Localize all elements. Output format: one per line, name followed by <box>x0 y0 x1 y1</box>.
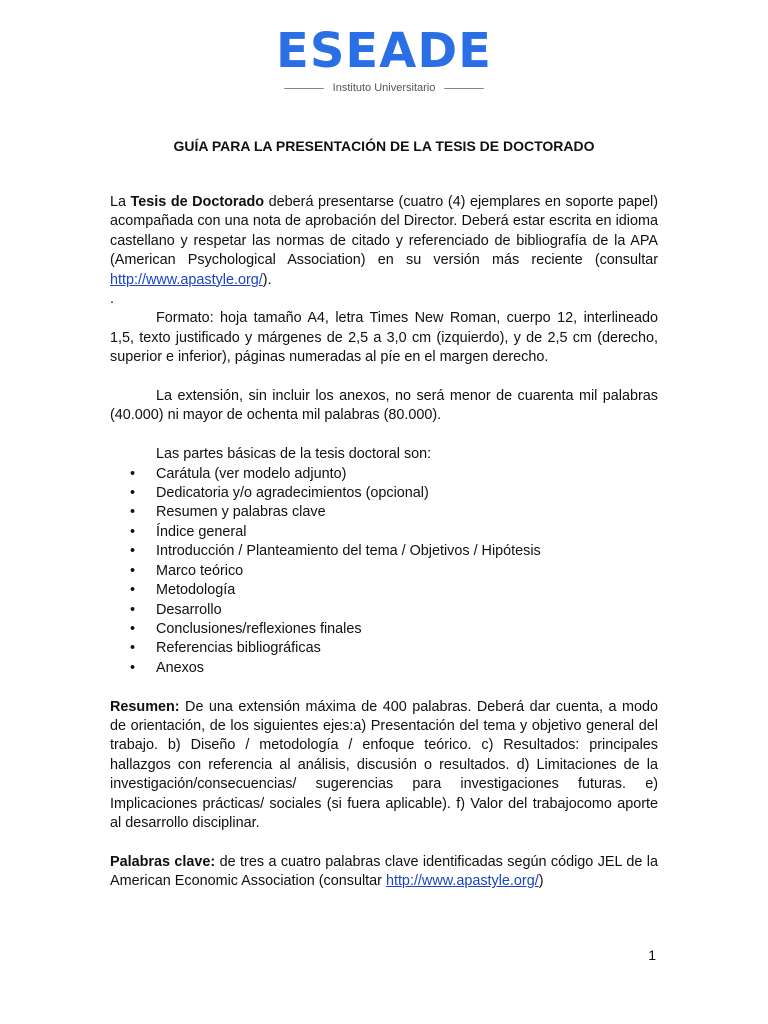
logo-rule-left <box>284 88 324 89</box>
resumen-paragraph <box>110 698 658 834</box>
resumen-text: De una extensión máxima de 400 palabras. Deberá dar cuenta, a modo de orientación, de los siguientes ejes:a) Presentación del tema y objetivo general del trabajo. b) Diseño / metodología / enfoque teórico. c) Resultados: principales hallazgos con referencia al análisis, discusión o resultados. d) Limitaciones de la investigación/consecuencias/ sugerencias para investigaciones futuras. e) Implicaciones prácticas/ sociales (si fuera aplicable). f) Valor del trabajocomo aporte al desarrollo disciplinar. <box>110 698 658 831</box>
spacer <box>110 426 658 445</box>
intro-after: ). <box>262 271 272 288</box>
keywords-paragraph <box>110 853 658 892</box>
list-item: • Dedicatoria y/o agradecimientos (opcional) <box>110 484 658 503</box>
extension-paragraph: La extensión, sin incluir los anexos, no será menor de cuarenta mil palabras (40.000) ni mayor de ochenta mil palabras (80.000). <box>110 388 658 424</box>
keywords-after: ) <box>538 873 544 890</box>
logo-rule-right <box>444 88 484 89</box>
format-paragraph: Formato: hoja tamaño A4, letra Times New Roman, cuerpo 12, interlineado 1,5, texto justificado y márgenes de 2,5 a 3,0 cm (izquierdo), y de 2,5 cm (derecho, superior e inferior), páginas numeradas al píe en el margen derecho. <box>110 310 658 366</box>
spacer <box>110 833 658 852</box>
list-item: • Marco teórico <box>110 562 658 581</box>
intro-text: deberá presentarse (cuatro (4) ejemplares en soporte papel) acompañada con una nota de aprobación del Director. Deberá estar escrita en idioma castellano y respetar las normas de citado y referenciado de bibliografía de la APA (American Psychological Association) en su versión más reciente (consultar <box>110 194 658 269</box>
intro-term: Tesis de Doctorado <box>130 194 265 210</box>
logo-subtitle-row <box>0 82 768 94</box>
spacer <box>110 678 658 697</box>
list-item: • Anexos <box>110 659 658 678</box>
resumen-label: Resumen: <box>110 698 180 715</box>
list-item: • Resumen y palabras clave <box>110 503 658 522</box>
intro-lead: La <box>110 194 131 210</box>
logo-wordmark: ESEADE <box>276 23 492 79</box>
list-item: • Carátula (ver modelo adjunto) <box>110 465 658 484</box>
list-item: • Desarrollo <box>110 601 658 620</box>
parts-intro: Las partes básicas de la tesis doctoral son: <box>156 446 432 463</box>
logo-subtitle: Instituto Universitario <box>332 82 436 94</box>
list-item: • Introducción / Planteamiento del tema / Objetivos / Hipótesis <box>110 542 658 561</box>
institution-logo <box>0 23 768 94</box>
document-body <box>110 193 658 892</box>
document-title: GUÍA PARA LA PRESENTACIÓN DE LA TESIS DE DOCTORADO <box>173 138 595 154</box>
keywords-label: Palabras clave: <box>110 853 216 870</box>
list-item: • Conclusiones/reflexiones finales <box>110 620 658 639</box>
spacer <box>110 368 658 387</box>
keywords-text: de tres a cuatro palabras clave identificadas según código JEL de la American Economic Association (consultar <box>110 853 658 890</box>
apa-link[interactable]: http://www.apastyle.org/ <box>110 271 263 288</box>
list-item: • Metodología <box>110 581 658 600</box>
intro-paragraph <box>110 193 658 290</box>
apa-link-keywords[interactable]: http://www.apastyle.org/ <box>385 873 539 890</box>
stray-dot: . <box>110 291 114 308</box>
page-number: 1 <box>648 947 656 963</box>
list-item: • Índice general <box>110 523 658 542</box>
parts-list <box>110 465 658 678</box>
list-item: • Referencias bibliográficas <box>110 639 658 658</box>
